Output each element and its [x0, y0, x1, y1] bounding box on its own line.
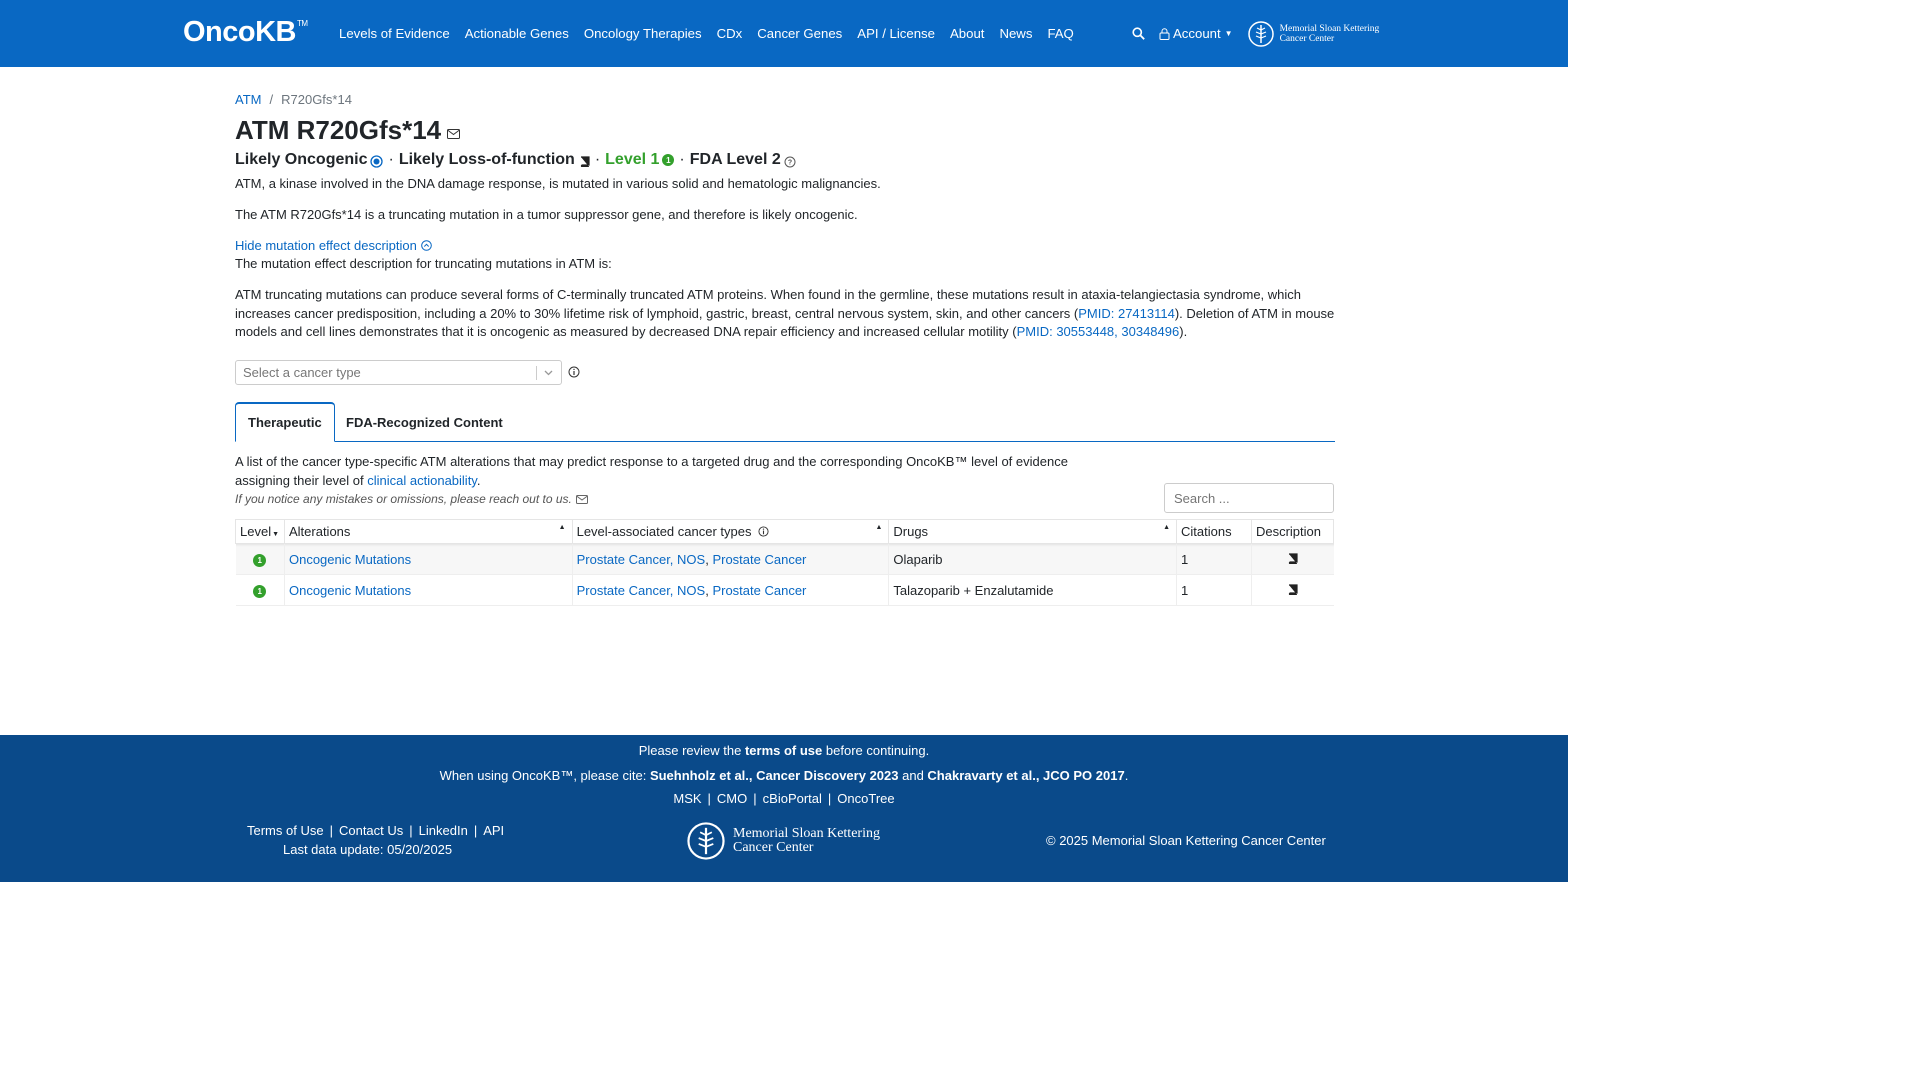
sort-asc-icon: ▲	[558, 524, 566, 531]
cancer-type-placeholder: Select a cancer type	[243, 365, 361, 380]
info-icon[interactable]	[758, 526, 769, 537]
nav-faq[interactable]: FAQ	[1047, 26, 1074, 41]
level-1-icon: 1	[253, 585, 266, 598]
tab-therapeutic[interactable]: Therapeutic	[235, 402, 335, 442]
footer-partner-links: MSK | CMO | cBioPortal | OncoTree	[673, 791, 895, 806]
top-navbar	[0, 0, 1568, 67]
logo-tm: TM	[297, 19, 308, 28]
feedback-note-text: If you notice any mistakes or omissions, please reach out to us.	[235, 492, 572, 506]
book-icon[interactable]	[1287, 553, 1298, 564]
drug-cell: Olaparib	[889, 544, 1177, 575]
therapeutic-table	[235, 519, 1334, 606]
footer-terms-notice: Please review the terms of use before continuing.	[638, 743, 930, 758]
nav-cdx[interactable]: CDx	[716, 26, 743, 41]
column-header-level[interactable]: Level▼	[236, 520, 285, 544]
msk-footer-line1: Memorial Sloan Kettering	[733, 826, 880, 841]
msk-footer-logo[interactable]	[687, 820, 880, 862]
table-header-row	[236, 520, 1334, 544]
svg-text:?: ?	[787, 159, 792, 167]
level-1-icon: 1	[253, 554, 266, 567]
oncogenic-target-icon	[370, 155, 383, 168]
table-intro: A list of the cancer type-specific ATM alterations that may predict response to a targeted drug and the corresponding OncoKB™ level of evidence assigning their level of clinical actionability.	[235, 454, 1068, 488]
msk-header-line2: Cancer Center	[1279, 33, 1335, 44]
nav-actionable-genes[interactable]: Actionable Genes	[464, 26, 569, 41]
account-menu[interactable]	[1159, 26, 1233, 41]
citations-cell[interactable]: 1	[1177, 575, 1252, 606]
book-icon[interactable]	[579, 156, 590, 167]
sort-asc-icon: ▲	[1163, 524, 1170, 531]
oncogenicity-label: Likely Oncogenic	[235, 151, 368, 168]
gene-summary: ATM, a kinase involved in the DNA damage response, is mutated in various solid and hematologic malignancies.	[235, 176, 881, 191]
account-label: Account	[1173, 26, 1221, 41]
caret-down-icon: ▼	[1224, 29, 1233, 38]
toggle-mutation-effect-label[interactable]: Hide mutation effect description	[235, 238, 417, 253]
footer-api[interactable]: API	[483, 823, 505, 838]
tab-fda-recognized-content[interactable]: FDA-Recognized Content	[346, 414, 503, 430]
cancer-type-link[interactable]: Prostate Cancer	[712, 582, 807, 598]
clinical-actionability-link[interactable]: clinical actionability	[367, 472, 477, 488]
alteration-link[interactable]: Oncogenic Mutations	[288, 582, 412, 598]
help-icon[interactable]	[784, 156, 796, 168]
msk-emblem-icon	[687, 820, 725, 862]
tab-bar	[235, 402, 1335, 442]
msk-emblem-icon	[1248, 20, 1274, 48]
table-row: 1 Oncogenic Mutations Prostate Cancer, NOS, Prostate Cancer Olaparib 1	[236, 544, 1334, 575]
cancer-type-link[interactable]: Prostate Cancer, NOS	[576, 551, 706, 567]
footer-copyright: © 2025 Memorial Sloan Kettering Cancer Center	[1046, 833, 1326, 848]
pmid-link-2[interactable]: PMID: 30553448, 30348496	[1016, 324, 1180, 339]
nav-api-license[interactable]: API / License	[857, 26, 935, 41]
nav-news[interactable]: News	[999, 26, 1033, 41]
footer-linkedin[interactable]: LinkedIn	[418, 823, 468, 838]
footer-link-cmo[interactable]: CMO	[716, 791, 748, 806]
variant-summary: The ATM R720Gfs*14 is a truncating mutation in a tumor suppressor gene, and therefore is likely oncogenic.	[235, 207, 858, 222]
last-data-update: Last data update: 05/20/2025	[283, 842, 453, 857]
breadcrumb-current: R720Gfs*14	[281, 92, 352, 107]
msk-header-line1: Memorial Sloan Kettering	[1279, 23, 1380, 34]
nav-about[interactable]: About	[949, 26, 985, 41]
cancer-type-select[interactable]	[235, 360, 562, 385]
column-header-cancer-types[interactable]: Level-associated cancer types ▲	[572, 520, 889, 544]
pmid-link-1[interactable]: PMID: 27413114	[1078, 305, 1175, 321]
sort-desc-icon: ▼	[272, 531, 280, 538]
mutation-effect-label: Likely Loss-of-function	[398, 151, 575, 168]
nav-cancer-genes[interactable]: Cancer Genes	[757, 26, 843, 41]
search-icon[interactable]	[1132, 27, 1145, 40]
footer-contact-us[interactable]: Contact Us	[338, 823, 404, 838]
column-header-description: Description	[1251, 520, 1333, 544]
footer-citation: When using OncoKB™, please cite: Suehnholz et al., Cancer Discovery 2023 and Chakravarty et al., JCO PO 2017.	[439, 768, 1129, 783]
mutation-effect-intro: The mutation effect description for truncating mutations in ATM is:	[235, 256, 612, 271]
citation-link-1[interactable]: Suehnholz et al., Cancer Discovery 2023	[649, 768, 899, 783]
footer-link-oncotree[interactable]: OncoTree	[837, 791, 895, 806]
logo-text: OncoKB	[183, 16, 296, 48]
main-nav	[339, 0, 1089, 67]
footer	[0, 735, 1568, 882]
chevron-down-icon	[543, 367, 554, 378]
toggle-mutation-effect[interactable]	[235, 238, 432, 253]
cancer-type-link[interactable]: Prostate Cancer	[712, 551, 807, 567]
oncokb-logo[interactable]	[183, 16, 308, 49]
msk-footer-line2: Cancer Center	[733, 840, 814, 855]
feedback-note	[235, 492, 588, 506]
breadcrumb-gene[interactable]: ATM	[235, 92, 262, 107]
footer-link-msk[interactable]: MSK	[673, 791, 702, 806]
column-header-drugs[interactable]: Drugs ▲	[889, 520, 1177, 544]
alteration-link[interactable]: Oncogenic Mutations	[288, 551, 412, 567]
drug-cell: Talazoparib + Enzalutamide	[889, 575, 1177, 606]
nav-oncology-therapies[interactable]: Oncology Therapies	[583, 26, 702, 41]
mail-icon[interactable]	[447, 129, 460, 139]
mail-icon[interactable]	[576, 495, 588, 504]
page-title-text: ATM R720Gfs*14	[235, 115, 442, 145]
cancer-type-link[interactable]: Prostate Cancer, NOS	[576, 582, 706, 598]
footer-left: Terms of Use | Contact Us | LinkedIn | API Last data update: 05/20/2025	[247, 823, 505, 857]
info-icon[interactable]	[568, 366, 580, 378]
breadcrumb: ATM / R720Gfs*14	[235, 92, 352, 107]
level-1-icon: 1	[662, 154, 674, 166]
footer-terms-of-use[interactable]: Terms of Use	[247, 823, 324, 838]
variant-annotation-summary: Likely Oncogenic · Likely Loss-of-function · Level 1 1 · FDA Level 2 ?	[235, 151, 796, 169]
mutation-effect-description: ATM truncating mutations can produce several forms of C-terminally truncated ATM proteins. When found in the germline, these mutations result in ataxia-telangiectasia syndrome, which increases cancer predisposition, including a 20% to 30% lifetime risk of lymphoid, gastric, breast, central nervous system, skin, and other cancers (PMID: 27413114). Deletion of ATM in mouse models and cell lines demonstrates that it is oncogenic as measured by decreased DNA repair efficiency and increased cellular motility (PMID: 30553448, 30348496).	[235, 287, 1335, 339]
nav-levels-of-evidence[interactable]: Levels of Evidence	[339, 26, 450, 41]
page-title	[235, 115, 460, 146]
lock-icon	[1159, 28, 1170, 40]
table-row: 1 Oncogenic Mutations Prostate Cancer, NOS, Prostate Cancer Talazoparib + Enzalutamide 1	[236, 575, 1334, 606]
book-icon[interactable]	[1287, 584, 1298, 595]
citation-link-2[interactable]: Chakravarty et al., JCO PO 2017	[927, 768, 1125, 783]
citations-cell[interactable]: 1	[1177, 544, 1252, 575]
chevron-up-circle-icon	[421, 240, 432, 251]
column-header-alterations[interactable]: Alterations ▲	[284, 520, 572, 544]
level-label: Level 1	[605, 151, 660, 168]
footer-link-cbioportal[interactable]: cBioPortal	[762, 791, 822, 806]
fda-level-label: FDA Level 2	[689, 151, 781, 168]
sort-asc-icon: ▲	[875, 524, 883, 531]
table-search-input[interactable]	[1164, 483, 1334, 513]
msk-header-logo[interactable]	[1248, 20, 1380, 48]
footer-terms-link[interactable]: terms of use	[744, 743, 823, 758]
column-header-citations[interactable]: Citations	[1177, 520, 1252, 544]
